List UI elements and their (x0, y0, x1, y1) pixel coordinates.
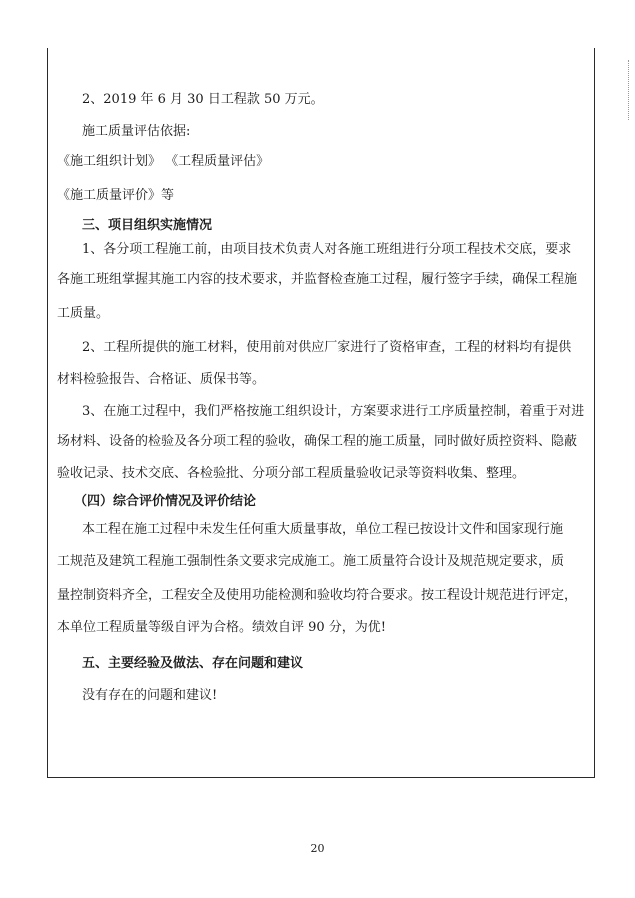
s3-para1-line2: 各施工班组掌握其施工内容的技术要求，并监督检查施工过程，履行签字手续，确保工程施 (57, 272, 578, 287)
basis-docs-line-1: 《施工组织计划》 《工程质量评估》 (57, 154, 270, 169)
s4-line2: 工规范及建筑工程施工强制性条文要求完成施工。施工质量符合设计及规范规定要求，质 (57, 554, 565, 569)
s3-para3-line3: 验收记录、技术交底、各检验批、分项分部工程质量验收记录等资料收集、整理。 (57, 466, 526, 481)
s4-line3: 量控制资料齐全，工程安全及使用功能检测和验收均符合要求。按工程设计规范进行评定， (57, 588, 578, 603)
payment-line: 2、2019 年 6 月 30 日工程款 50 万元。 (82, 92, 324, 107)
page-number: 20 (310, 842, 325, 855)
s3-para2-line1: 2、工程所提供的施工材料，使用前对供应厂家进行了资格审查，工程的材料均有提供 (82, 340, 572, 355)
scan-margin-marks (628, 60, 631, 120)
s4-line1: 本工程在施工过程中未发生任何重大质量事故，单位工程已按设计文件和国家现行施 (82, 522, 564, 537)
s4-line4: 本单位工程质量等级自评为合格。绩效自评 90 分，为优! (57, 620, 387, 635)
s3-para1-line1: 1、各分项工程施工前，由项目技术负责人对各施工班组进行分项工程技术交底，要求 (82, 242, 572, 257)
basis-label: 施工质量评估依据: (82, 124, 191, 139)
section-3-title: 三、项目组织实施情况 (82, 218, 213, 233)
section-5-title: 五、主要经验及做法、存在问题和建议 (82, 656, 304, 671)
s3-para2-line2: 材料检验报告、合格证、质保书等。 (57, 372, 266, 387)
s3-para1-line3: 工质量。 (57, 306, 110, 321)
s3-para3-line1: 3、在施工过程中，我们严格按施工组织设计，方案要求进行工序质量控制，着重于对进 (82, 404, 585, 419)
s3-para3-line2: 场材料、设备的检验及各分项工程的验收，确保工程的施工质量，同时做好质控资料、隐蔽 (57, 434, 578, 449)
section-4-title: （四）综合评价情况及评价结论 (74, 494, 257, 509)
basis-docs-line-2: 《施工质量评价》等 (57, 188, 175, 203)
s5-line1: 没有存在的问题和建议! (82, 688, 218, 703)
